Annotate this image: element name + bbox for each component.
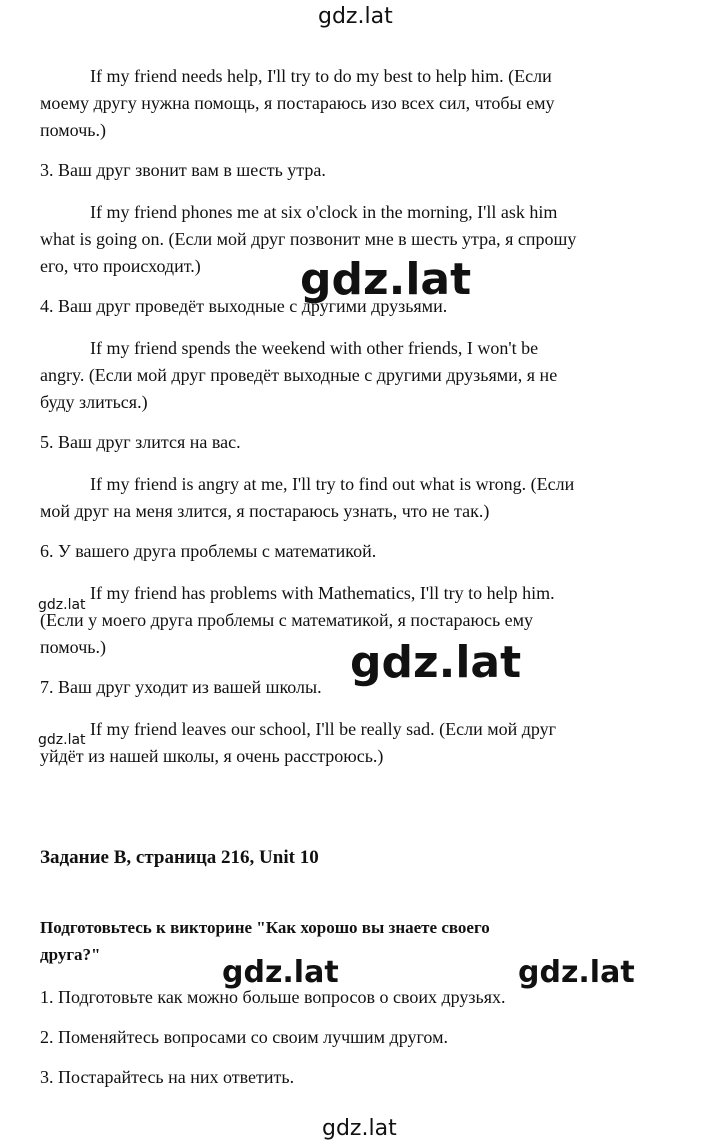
section-heading: Задание B, страница 216, Unit 10 — [40, 847, 319, 868]
answer-6-line-1: If my friend has problems with Mathematics, I'll try to help him. — [90, 583, 555, 603]
task-item-1: 1. Подготовьте как можно больше вопросов о своих друзьях. — [40, 987, 506, 1007]
section-instruction-line-1: Подготовьтесь к викторине "Как хорошо вы знаете своего — [40, 918, 490, 937]
question-6: 6. У вашего друга проблемы с математикой. — [40, 541, 377, 561]
watermark-large-1: gdz.lat — [300, 254, 472, 305]
question-5: 5. Ваш друг злится на вас. — [40, 432, 241, 452]
question-7: 7. Ваш друг уходит из вашей школы. — [40, 677, 322, 697]
question-4: 4. Ваш друг проведёт выходные с другими друзьями. — [40, 296, 448, 316]
answer-7-line-1: If my friend leaves our school, I'll be really sad. (Если мой друг — [90, 719, 557, 739]
task-item-2: 2. Поменяйтесь вопросами со своим лучшим другом. — [40, 1027, 448, 1047]
answer-6-line-3: помочь.) — [40, 637, 106, 657]
answer-2-line-3: помочь.) — [40, 120, 106, 140]
answer-4-line-3: буду злиться.) — [40, 392, 148, 412]
watermark-medium-1: gdz.lat — [222, 955, 339, 990]
watermark-small-1: gdz.lat — [38, 597, 86, 613]
answer-7-line-2: уйдёт из нашей школы, я очень расстроюсь.) — [40, 746, 384, 766]
answer-4-line-1: If my friend spends the weekend with other friends, I won't be — [90, 338, 539, 358]
watermark-bottom: gdz.lat — [322, 1116, 397, 1141]
answer-4-line-2: angry. (Если мой друг проведёт выходные с другими друзьями, я не — [40, 365, 558, 385]
answer-3-line-3: его, что происходит.) — [40, 256, 201, 276]
task-item-3: 3. Постарайтесь на них ответить. — [40, 1067, 295, 1087]
watermark-top: gdz.lat — [318, 4, 393, 29]
question-3: 3. Ваш друг звонит вам в шесть утра. — [40, 160, 326, 180]
watermark-large-2: gdz.lat — [350, 637, 522, 688]
answer-3-line-1: If my friend phones me at six o'clock in the morning, I'll ask him — [90, 202, 558, 222]
answer-6-line-2: (Если у моего друга проблемы с математикой, я постараюсь ему — [40, 610, 534, 630]
section-instruction-line-2: друга?" — [40, 945, 101, 964]
answer-2-line-1: If my friend needs help, I'll try to do my best to help him. (Если — [90, 66, 552, 86]
watermark-small-2: gdz.lat — [38, 732, 86, 748]
answer-3-line-2: what is going on. (Если мой друг позвонит мне в шесть утра, я спрошу — [40, 229, 577, 249]
answer-5-line-2: мой друг на меня злится, я постараюсь узнать, что не так.) — [40, 501, 490, 521]
answer-5-line-1: If my friend is angry at me, I'll try to find out what is wrong. (Если — [90, 474, 575, 494]
watermark-medium-2: gdz.lat — [518, 955, 635, 990]
answer-2-line-2: моему другу нужна помощь, я постараюсь изо всех сил, чтобы ему — [40, 93, 555, 113]
